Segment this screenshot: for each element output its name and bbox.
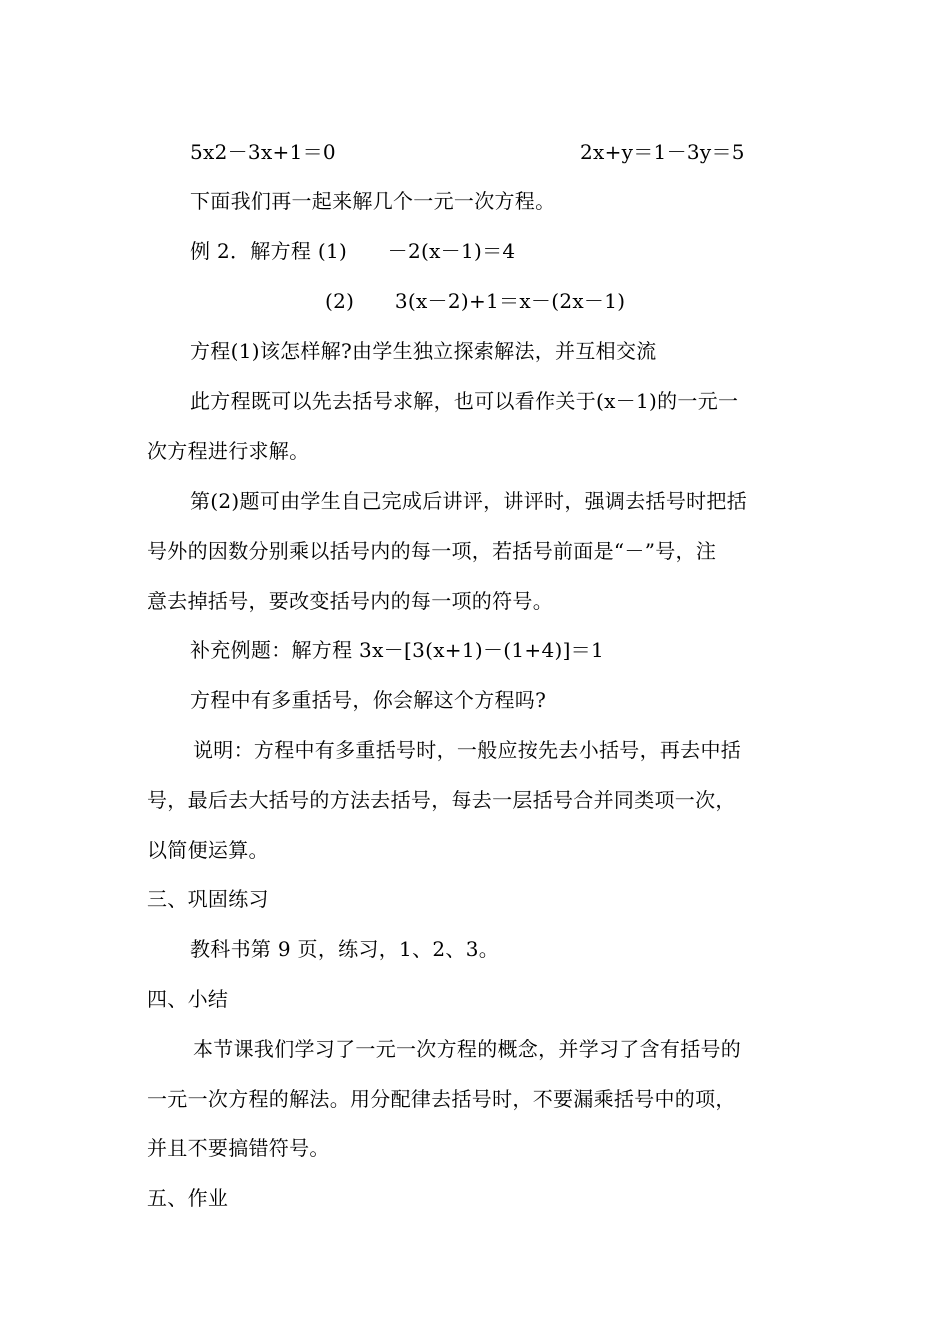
paragraph-line: 号外的因数分别乘以括号内的每一项，若括号前面是“－”号，注	[147, 539, 717, 563]
paragraph-line: 本节课我们学习了一元一次方程的概念，并学习了含有括号的	[193, 1037, 742, 1061]
section-heading-homework: 五、作业	[147, 1186, 229, 1210]
paragraph-line: 并且不要搞错符号。	[147, 1136, 330, 1160]
paragraph-line: 方程(1)该怎样解?由学生独立探索解法，并互相交流	[190, 339, 657, 363]
paragraph-line: 方程中有多重括号，你会解这个方程吗?	[190, 688, 547, 712]
section-heading-summary: 四、小结	[147, 987, 229, 1011]
example-2-part-2: (2) 3(x－2)+1＝x－(2x－1)	[325, 289, 626, 313]
section-heading-practice: 三、巩固练习	[147, 887, 269, 911]
paragraph-line: 下面我们再一起来解几个一元一次方程。	[190, 189, 556, 213]
equation-quadratic: 5x2－3x+1＝0	[190, 140, 336, 164]
paragraph-line: 以简便运算。	[147, 838, 269, 862]
supplementary-example: 补充例题：解方程 3x－[3(x+1)－(1+4)]＝1	[190, 638, 604, 662]
example-2-part-1: 例 2．解方程 (1) －2(x－1)＝4	[190, 239, 516, 263]
paragraph-line: 第(2)题可由学生自己完成后讲评，讲评时，强调去括号时把括	[190, 489, 748, 513]
paragraph-line: 一元一次方程的解法。用分配律去括号时，不要漏乘括号中的项，	[147, 1087, 736, 1111]
paragraph-line: 教科书第 9 页，练习，1、2、3。	[190, 937, 500, 961]
paragraph-line: 号，最后去大括号的方法去括号，每去一层括号合并同类项一次，	[147, 788, 736, 812]
equation-system: 2x+y＝1－3y＝5	[580, 140, 745, 164]
paragraph-line: 说明：方程中有多重括号时，一般应按先去小括号，再去中括	[193, 738, 742, 762]
paragraph-line: 此方程既可以先去括号求解，也可以看作关于(x－1)的一元一	[190, 389, 739, 413]
paragraph-line: 意去掉括号，要改变括号内的每一项的符号。	[147, 589, 553, 613]
paragraph-line: 次方程进行求解。	[147, 439, 310, 463]
equation-line	[190, 138, 745, 166]
